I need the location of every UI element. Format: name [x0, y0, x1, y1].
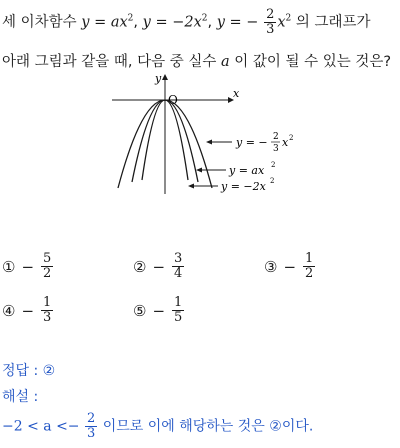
question-line-2 — [2, 50, 391, 71]
eq2-rhs: −2x — [172, 14, 202, 31]
eq3-frac-den: 3 — [266, 22, 275, 37]
explanation-fraction — [85, 412, 97, 441]
explanation-frac-num: 2 — [86, 411, 96, 426]
question-var-a: a — [220, 54, 230, 70]
graph-label-3: y = −2x — [221, 180, 266, 193]
graph-label-3-exp: 2 — [270, 177, 275, 185]
eq2-exp: 2 — [201, 13, 208, 24]
choice-4-marker: ④ — [2, 301, 16, 320]
choice-2-num: 3 — [174, 251, 183, 266]
eq3-minus: − — [246, 14, 259, 31]
choice-3-sign: − — [283, 257, 297, 276]
choice-4-num: 1 — [43, 295, 52, 310]
choice-2-sign: − — [152, 257, 166, 276]
choice-1-fraction — [41, 252, 53, 281]
eq1-rhs: ax — [110, 14, 128, 31]
choice-5-fraction — [172, 296, 184, 325]
choice-5-den: 5 — [174, 310, 183, 325]
choice-3-den: 2 — [305, 266, 314, 281]
explanation-inequality: −2 < a <− — [2, 418, 80, 435]
choice-1-marker: ① — [2, 257, 16, 276]
eq3-lhs: y — [216, 14, 225, 31]
choice-3-marker: ③ — [264, 257, 278, 276]
choice-4-fraction — [41, 296, 53, 325]
choice-2-den: 4 — [174, 266, 183, 281]
graph-label-2: y = ax — [229, 164, 265, 177]
choice-4[interactable] — [2, 296, 54, 325]
choice-2-fraction — [172, 252, 184, 281]
sep-1: , — [133, 14, 139, 31]
choice-1-sign: − — [21, 257, 35, 276]
eq3-exp: 2 — [285, 13, 292, 24]
graph-label-2-exp: 2 — [271, 161, 276, 169]
choice-5-num: 1 — [174, 295, 183, 310]
choice-1-den: 2 — [43, 266, 52, 281]
parabola-graph — [0, 70, 400, 200]
answer-label: 정답 : ② — [2, 363, 56, 379]
choice-4-den: 3 — [43, 310, 52, 325]
choice-2[interactable] — [133, 252, 185, 281]
question-prefix: 세 이차함수 — [2, 14, 82, 31]
y-axis-arrow — [162, 74, 168, 80]
arrow-label3-head — [188, 184, 194, 189]
eq3-var: x — [277, 14, 286, 31]
eq2-sign: = — [155, 14, 168, 31]
explanation-suffix: 이므로 이에 해당하는 것은 ②이다. — [102, 418, 314, 435]
eq3-frac-num: 2 — [266, 7, 275, 22]
choice-3[interactable] — [264, 252, 316, 281]
choice-5[interactable] — [133, 296, 185, 325]
graph-label-1 — [235, 136, 268, 149]
eq1-lhs: y — [81, 14, 90, 31]
graph-label-1-num: 2 — [273, 132, 279, 142]
choice-5-marker: ⑤ — [133, 301, 147, 320]
arrow-label1-head — [206, 140, 212, 145]
sep-2: , — [207, 14, 213, 31]
y-axis-label: y — [155, 72, 162, 85]
choice-3-num: 1 — [305, 251, 314, 266]
graph-label-1-prefix: y = − — [236, 136, 268, 149]
choice-3-fraction — [303, 252, 315, 281]
question-line-1 — [2, 8, 371, 37]
explanation-body — [2, 412, 313, 441]
explanation-label: 해설 : — [2, 389, 39, 405]
explanation-frac-den: 3 — [86, 426, 96, 441]
eq1-sign: = — [94, 14, 107, 31]
origin-label: O — [168, 93, 178, 107]
choice-1-num: 5 — [43, 251, 52, 266]
eq1-exp: 2 — [127, 13, 134, 24]
question-line2-prefix: 아래 그림과 같을 때, 다음 중 실수 — [2, 54, 221, 70]
choice-5-sign: − — [152, 301, 166, 320]
arrow-label2-head — [196, 168, 202, 173]
x-axis-label: x — [233, 87, 240, 100]
graph-label-1-den: 3 — [273, 144, 279, 154]
question-line2-suffix: 이 값이 될 수 있는 것은? — [234, 54, 392, 70]
choice-2-marker: ② — [133, 257, 147, 276]
question-suffix: 의 그래프가 — [295, 14, 371, 31]
graph-label-1-var: x — [282, 136, 289, 149]
graph-label-1-exp: 2 — [289, 134, 294, 142]
eq3-fraction — [264, 8, 276, 37]
eq2-lhs: y — [142, 14, 151, 31]
eq3-sign: = — [229, 14, 242, 31]
choice-1[interactable] — [2, 252, 54, 281]
choice-4-sign: − — [21, 301, 35, 320]
